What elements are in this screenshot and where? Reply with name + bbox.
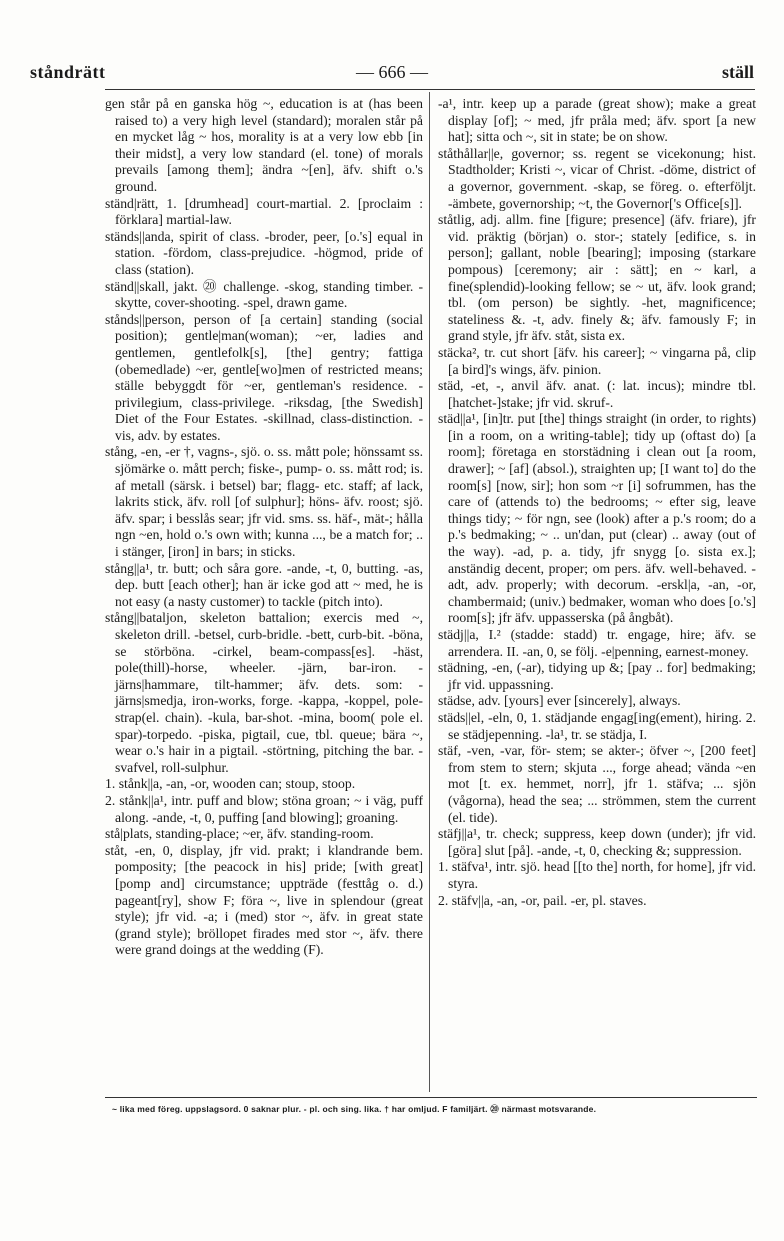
dictionary-entry: ständ||skall, jakt. ⑳ challenge. -skog, standing timber. -skytte, cover-shooting. -spel, drawn game. — [105, 278, 423, 311]
dictionary-entry: stäcka², tr. cut short [äfv. his career]; ~ vingarna på, clip [a bird]'s wings, äfv. pinion. — [438, 344, 756, 377]
dictionary-entry: 1. stånk||a, -an, -or, wooden can; stoup, stoop. — [105, 776, 356, 792]
dictionary-entry: gen står på en ganska hög ~, education is at (has been raised to) a very high level (standard); moralen står på en mycket låg ~ hos, morality is at a very low ebb [in their midst], a very low standard (el. tone) of morals prevails [among them]; ändra ~[en], äfv. shift o.'s ground. — [105, 96, 423, 194]
dictionary-entry: stånds||person, person of [a certain] standing (social position); gentle|man(woman); ~er, ladies and gentlemen, gentlefolk[s], [the] gentry; fattiga (obemedlade) ~er, gentle[wo]men of restricted means; ställe bebyggdt för ~er, gentleman's residence. -privilegium, class-privilege. -riksdag, [the Swedish] Diet of the Four Estates. -skillnad, class-distinction. -vis, adv. by estates. — [105, 311, 423, 443]
header-right-guideword: ställ — [721, 62, 754, 82]
dictionary-entry: ståthållar||e, governor; ss. regent se vicekonung; hist. Stadtholder; Kristi ~, vicar of Christ. -döme, district of a governor, government. -skap, se föreg. o. efterföljt. -ämbete, governorship; ~t, the Governor['s Office[s]]. — [438, 145, 756, 211]
dictionary-entry: ständs||anda, spirit of class. -broder, peer, [o.'s] equal in station. -fördom, class-prejudice. -högmod, pride of class (station). — [105, 228, 423, 277]
header-rule — [105, 89, 755, 90]
abbreviation-key: ~ lika med föreg. uppslagsord. 0 saknar plur. - pl. och sing. lika. † har omljud. F familjärt. ⑳ närmast motsvarande. — [112, 1104, 597, 1114]
dictionary-entry: städ, -et, -, anvil äfv. anat. (: lat. incus); mindre tbl. [hatchet-]stake; jfr vid. skruf-. — [438, 378, 756, 410]
dictionary-entry: ståtlig, adj. allm. fine [figure; presence] (äfv. friare), jfr vid. präktig (början) o. stor-; stately [edifice, s. in person]; gallant, noble [bearing]; imposing (starkare pompous) [ceremony; air : sätt]; en ~ karl, a fine(splendid)-looking fellow; se ~ ut, äfv. look grand; tbl. (om person) be sightly. -het, magnificence; stateliness &. -t, adv. finely &; äfv. famously F; in grand style, jfr äfv. ståt, sista ex. — [438, 212, 756, 344]
dictionary-entry: 2. stäfv||a, -an, -or, pail. -er, pl. staves. — [438, 892, 647, 908]
dictionary-entry: stång||a¹, tr. butt; och såra gore. -ande, -t, 0, butting. -as, dep. butt [each other]; han är icke god att ~ med, he is not easy (a nasty customer) to tackle (pitch into). — [105, 560, 423, 609]
dictionary-entry: stång||bataljon, skeleton battalion; exercis med ~, skeleton drill. -betsel, curb-bridle. -bett, curb-bit. -böna, se störböna. -cirkel, beam-compass[es]. -häst, pole(thill)-horse, wheeler. -järn, bar-iron. -järns|hammare, tilt-hammer; äfv. dets. som: -järns|smedja, iron-works, forge. -kappa, -koppel, pole-strap(el. chain). -kula, bar-shot. -mina, boom( pole el. spar)-torpedo. -piska, pigtail, cue, tbl. queue; bära ~, wear o.'s hair in a pigtail. -störtning, pitching the bar. -svafvel, roll-sulphur. — [105, 610, 423, 775]
dictionary-entry: städse, adv. [yours] ever [sincerely], always. — [438, 693, 681, 709]
left-column — [105, 96, 423, 1096]
right-column — [438, 96, 756, 1096]
running-header — [30, 58, 754, 88]
dictionary-entry: ståt, -en, 0, display, jfr vid. prakt; i klandrande bem. pomposity; [the peacock in his] pride; [with great] [pomp and] circumstance; uppträde (festtåg o. d.) pageant[ry], show F; föra ~, live in splendour (great style); jfr vid. -a; i (med) stor ~, äfv. in great state (grand style); bröllopet firades med stor ~, äfv. there were grand doings at the wedding (F). — [105, 842, 423, 958]
dictionary-entry: städning, -en, (-ar), tidying up &; [pay .. for] bedmaking; jfr vid. uppassning. — [438, 660, 756, 692]
dictionary-entry: städ||a¹, [in]tr. put [the] things straight (in order, to rights) [in a room, on a writing-table]; tidy up (oftast do) [a room]; företaga en storstädning i clean out [a room, drawer]; ~ [af] (absol.), straighten up; [I want to] do the room[s] [now, sir]; hon som ~r [i] sofrummen, has the care of (attends to) the bedrooms; ~ efter sig, leave things tidy; ~ för ngn, see (look) after a p.'s room; do a p.'s bedmaking; ~ .. un'dan, put (clear) .. away (out of the way). -ad, p. a. tidy, jfr snygg [o. sista ex.]; anständig decent, proper; om pers. äfv. well-behaved. -adt, adv. properly; with decorum. -erskl|a, -an, -or, chambermaid; (univ.) bedmaker, woman who does [o.'s] room[s]; jfr äfv. uppasserska (på ångbåt). — [438, 411, 756, 626]
dictionary-entry: stäfj||a¹, tr. check; suppress, keep down (under); jfr vid. [göra] slut [på]. -ande, -t, 0, checking &; suppression. — [438, 826, 756, 858]
footer-rule — [105, 1097, 757, 1098]
dictionary-entry: stång, -en, -er †, vagns-, sjö. o. ss. mått pole; hönssamt ss. sjömärke o. mått perch; fiske-, pump- o. ss. mått rod; is. af metall (särsk. i betsel) bar; flagg- etc. staff; af lack, lakrits stick, äfv. roll [of sulphur]; höns- äfv. roost; sjö. äfv. spar; i besslås sear; jfr vid. sms. ss. häf-, mät-; hålla ngn ~en, hold o.'s own with; kunna ..., be a match for; .. i stänger, [iron] in bars; in sticks. — [105, 444, 423, 560]
dictionary-entry: 2. stånk||a¹, intr. puff and blow; stöna groan; ~ i väg, puff along. -ande, -t, 0, puffing [and blowing]; groaning. — [105, 792, 423, 825]
header-left-guideword: ståndrätt — [30, 62, 106, 82]
dictionary-entry: 1. stäfva¹, intr. sjö. head [[to the] north, for home], jfr vid. styra. — [438, 859, 756, 891]
column-divider — [429, 92, 430, 1092]
dictionary-entry: stå|plats, standing-place; ~er, äfv. standing-room. — [105, 826, 374, 842]
dictionary-entry: städj||a, I.² (stadde: stadd) tr. engage, hire; äfv. se arrendera. II. -an, 0, se följ. -e|penning, earnest-money. — [438, 627, 756, 659]
dictionary-entry: städs||el, -eln, 0, 1. städjande engag[ing(ement), hiring. 2. se städjepenning. -la¹, tr. se städja, I. — [438, 709, 756, 742]
page-number: — 666 — — [356, 62, 428, 82]
dictionary-entry: ständ|rätt, 1. [drumhead] court-martial. 2. [proclaim : förklara] martial-law. — [105, 195, 423, 228]
dictionary-entry: stäf, -ven, -var, för- stem; se akter-; öfver ~, [200 feet] from stem to stern; skjuta ..., forge ahead; vända ~en mot [t. ex. hemmet, norr], jfr 1. stäfva; ... sjön (vågorna), head the sea; ... strömmen, stem the current (el. tide). — [438, 743, 756, 825]
dictionary-entry: -a¹, intr. keep up a parade (great show); make a great display [of]; ~ med, jfr pråla med; äfv. sport [a new hat]; sitta och ~, sit in state; be on show. — [438, 96, 756, 145]
